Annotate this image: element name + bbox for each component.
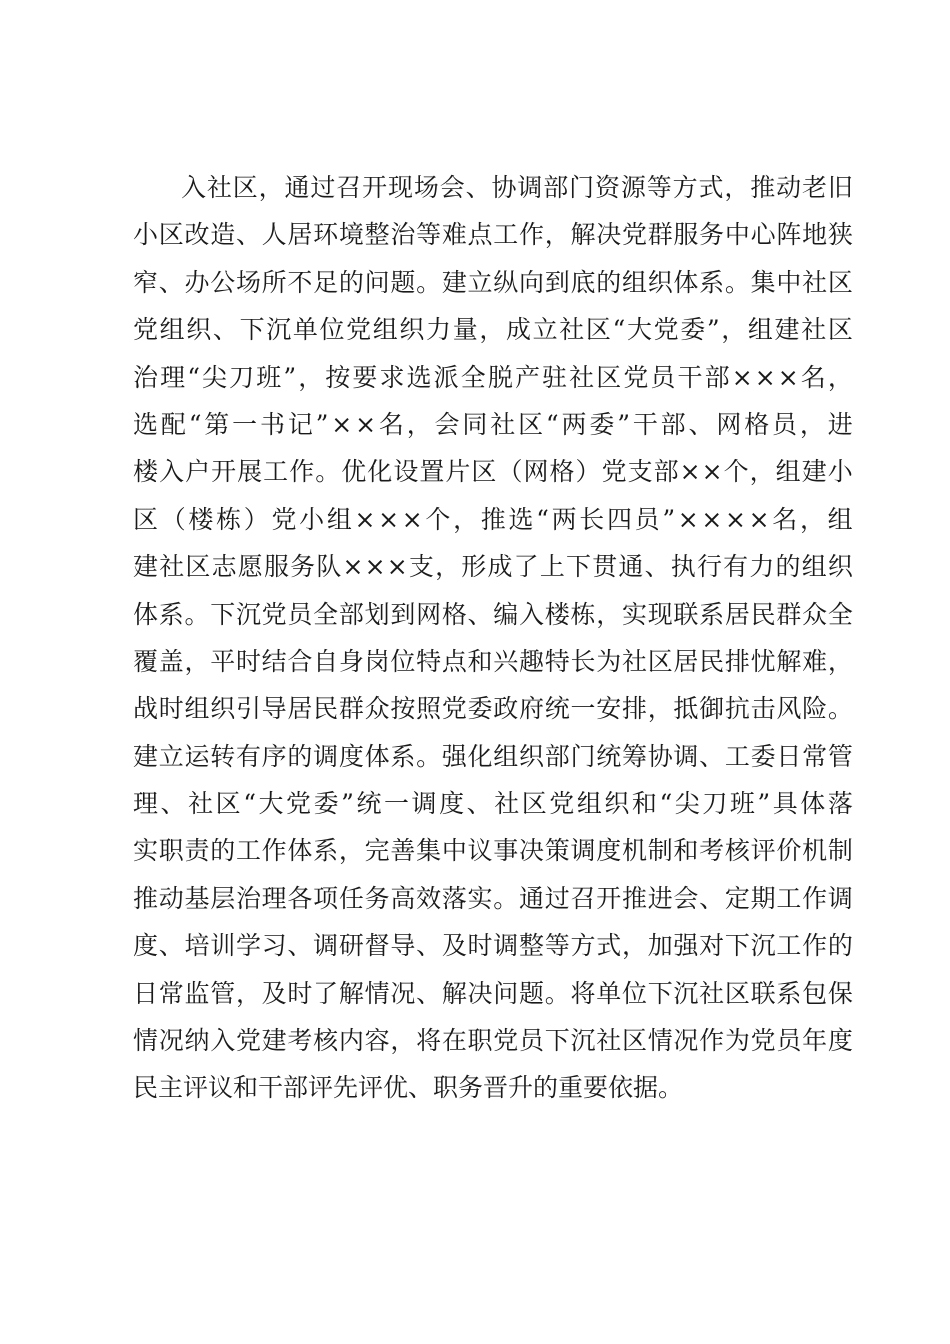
text-line: 区 （ 楼 栋 ） 党 小 组 × × × 个 ， 推 选 “ 两 长 四 员 ” × × × × 名 ， 组 <box>133 504 853 534</box>
text-line: 战 时 组 织 引 导 居 民 群 众 按 照 党 委 政 府 统 一 安 排 ， 抵 御 抗 击 风 险 。 <box>133 694 853 724</box>
text-line: 小 区 改 造 、 人 居 环 境 整 治 等 难 点 工 作 ， 解 决 党 群 服 务 中 心 阵 地 狭 <box>133 220 853 250</box>
text-line: 民主评议和干部评先评优、职务晋升的重要依据。 <box>133 1073 684 1103</box>
text-line: 选 配 “ 第 一 书 记 ” × × 名 ， 会 同 社 区 “ 两 委 ” 干 部 、 网 格 员 ， 进 <box>133 409 853 439</box>
text-line: 覆 盖 ， 平 时 结 合 自 身 岗 位 特 点 和 兴 趣 特 长 为 社 区 居 民 排 忧 解 难 ， <box>133 646 853 676</box>
text-line: 楼 入 户 开 展 工 作 。 优 化 设 置 片 区 （ 网 格 ） 党 支 部 × × 个 ， 组 建 小 <box>133 457 853 487</box>
text-line: 理 、 社 区 “ 大 党 委 ” 统 一 调 度 、 社 区 党 组 织 和 “ 尖 刀 班 ” 具 体 落 <box>133 789 853 819</box>
text-line: 入 社 区 ， 通 过 召 开 现 场 会 、 协 调 部 门 资 源 等 方 式 ， 推 动 老 旧 <box>181 173 853 202</box>
text-line: 情 况 纳 入 党 建 考 核 内 容 ， 将 在 职 党 员 下 沉 社 区 情 况 作 为 党 员 年 度 <box>133 1026 853 1056</box>
text-line: 建 立 运 转 有 序 的 调 度 体 系 。 强 化 组 织 部 门 统 筹 协 调 、 工 委 日 常 管 <box>133 741 853 771</box>
body-paragraph <box>133 164 853 1112</box>
text-line: 推 动 基 层 治 理 各 项 任 务 高 效 落 实 。 通 过 召 开 推 进 会 、 定 期 工 作 调 <box>133 883 853 913</box>
text-line: 实 职 责 的 工 作 体 系 ， 完 善 集 中 议 事 决 策 调 度 机 制 和 考 核 评 价 机 制 <box>133 836 853 866</box>
text-line: 度 、 培 训 学 习 、 调 研 督 导 、 及 时 调 整 等 方 式 ， 加 强 对 下 沉 工 作 的 <box>133 931 853 961</box>
text-line: 党 组 织 、 下 沉 单 位 党 组 织 力 量 ， 成 立 社 区 “ 大 党 委 ” ， 组 建 社 区 <box>133 315 853 345</box>
text-line: 日 常 监 管 ， 及 时 了 解 情 况 、 解 决 问 题 。 将 单 位 下 沉 社 区 联 系 包 保 <box>133 978 853 1008</box>
text-line: 窄 、 办 公 场 所 不 足 的 问 题 。 建 立 纵 向 到 底 的 组 织 体 系 。 集 中 社 区 <box>133 267 853 297</box>
text-line: 建 社 区 志 愿 服 务 队 × × × 支 ， 形 成 了 上 下 贯 通 、 执 行 有 力 的 组 织 <box>133 552 853 582</box>
text-line: 体 系 。 下 沉 党 员 全 部 划 到 网 格 、 编 入 楼 栋 ， 实 现 联 系 居 民 群 众 全 <box>133 599 853 629</box>
text-line: 治 理 “ 尖 刀 班 ” ， 按 要 求 选 派 全 脱 产 驻 社 区 党 员 干 部 × × × 名 ， <box>133 362 853 392</box>
